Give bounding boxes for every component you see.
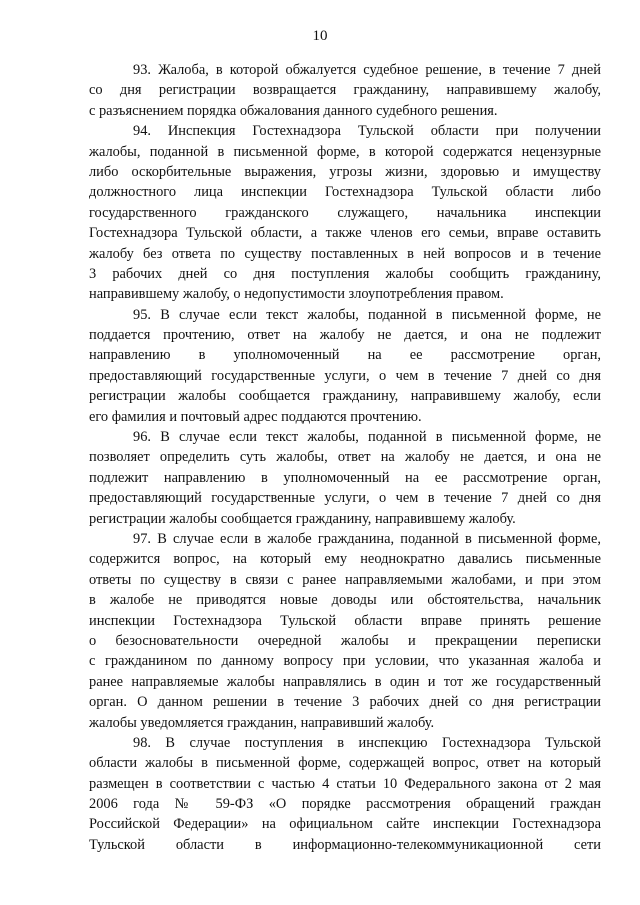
paragraph: [89, 60, 601, 121]
paragraph-line: позволяет определить суть жалобы, ответ на жалобу не дается, и она не: [89, 449, 601, 466]
page-number: 10: [312, 28, 328, 44]
paragraph-line: содержится вопрос, на который ему неоднократно давались письменные: [89, 551, 601, 568]
paragraph-line: направившему жалобу, о недопустимости злоупотребления правом.: [89, 286, 504, 303]
paragraph-line: 3 рабочих дней со дня поступления жалобы сообщить гражданину,: [89, 265, 601, 282]
paragraph-line: со дня регистрации возвращается гражданину, направившему жалобу,: [89, 82, 601, 99]
paragraph-line: 97. В случае если в жалобе гражданина, поданной в письменной форме,: [133, 530, 601, 547]
paragraph-line: государственного гражданского служащего, начальника инспекции: [89, 204, 601, 221]
paragraph-line: 94. Инспекция Гостехнадзора Тульской области при получении: [133, 123, 601, 140]
paragraph-line: жалобы уведомляется гражданин, направивший жалобу.: [89, 714, 435, 731]
paragraph-line: в жалобе не приводятся новые доводы или обстоятельства, начальник: [89, 592, 601, 609]
paragraph-line: с разъяснением порядка обжалования данного судебного решения.: [89, 102, 498, 119]
paragraph-line: Тульской области в информационно-телекоммуникационной сети: [89, 836, 601, 853]
paragraph-line: либо оскорбительные выражения, угрозы жизни, здоровью и имуществу: [89, 163, 601, 180]
paragraph-line: подлежит направлению в уполномоченный на ее рассмотрение орган,: [89, 469, 601, 486]
paragraph-line: 2006 года № 59-ФЗ «О порядке рассмотрения обращений граждан: [89, 796, 601, 813]
paragraph: [89, 733, 601, 855]
paragraph-line: о безосновательности очередной жалобы и прекращении переписки: [89, 632, 601, 649]
paragraph-line: ответы по существу в связи с ранее направляемыми жалобами, и при этом: [89, 571, 601, 588]
paragraph-line: регистрации жалобы сообщается гражданину, направившему жалобу, если: [89, 388, 601, 405]
paragraph-line: орган. О данном решении в течение 3 рабочих дней со дня регистрации: [89, 694, 601, 711]
paragraph-line: направлению в уполномоченный на ее рассмотрение орган,: [89, 347, 601, 364]
paragraph-line: его фамилия и почтовый адрес поддаются прочтению.: [89, 408, 422, 425]
paragraph-line: ранее направляемые жалобы направлялись в один и тот же государственный: [89, 673, 601, 690]
paragraph-line: поддается прочтению, ответ на жалобу не дается, и она не подлежит: [89, 327, 601, 344]
document-body: [89, 60, 601, 855]
paragraph-line: 98. В случае поступления в инспекцию Гостехнадзора Тульской: [133, 734, 601, 751]
paragraph-line: 93. Жалоба, в которой обжалуется судебное решение, в течение 7 дней: [133, 62, 601, 78]
paragraph-line: 96. В случае если текст жалобы, поданной в письменной форме, не: [133, 429, 601, 446]
paragraph: [89, 305, 601, 427]
paragraph-line: регистрации жалобы сообщается гражданину, направившему жалобу.: [89, 510, 516, 527]
paragraph-line: предоставляющий государственные услуги, о чем в течение 7 дней со дня: [89, 367, 601, 384]
paragraph-line: размещен в соответствии с частью 4 статьи 10 Федерального закона от 2 мая: [89, 775, 601, 792]
paragraph-line: жалобу без ответа по существу поставленных в ней вопросов и в течение: [89, 245, 601, 262]
paragraph-line: жалобы, поданной в письменной форме, в которой содержатся нецензурные: [89, 143, 601, 160]
paragraph-line: области жалобы в письменной форме, содержащей вопрос, ответ на который: [89, 755, 601, 772]
paragraph: [89, 121, 601, 305]
paragraph-line: с гражданином по данному вопросу при условии, что указанная жалоба и: [89, 653, 601, 670]
paragraph-line: должностного лица инспекции Гостехнадзора Тульской области либо: [89, 184, 601, 201]
paragraph-line: Гостехнадзора Тульской области, а также членов его семьи, вправе оставить: [89, 225, 601, 242]
paragraph-line: Российской Федерации» на официальном сайте инспекции Гостехнадзора: [89, 816, 601, 833]
paragraph: [89, 427, 601, 529]
paragraph-line: 95. В случае если текст жалобы, поданной в письменной форме, не: [133, 306, 601, 323]
paragraph: [89, 529, 601, 733]
paragraph-line: инспекции Гостехнадзора Тульской области вправе принять решение: [89, 612, 601, 629]
paragraph-line: предоставляющий государственные услуги, о чем в течение 7 дней со дня: [89, 490, 601, 507]
